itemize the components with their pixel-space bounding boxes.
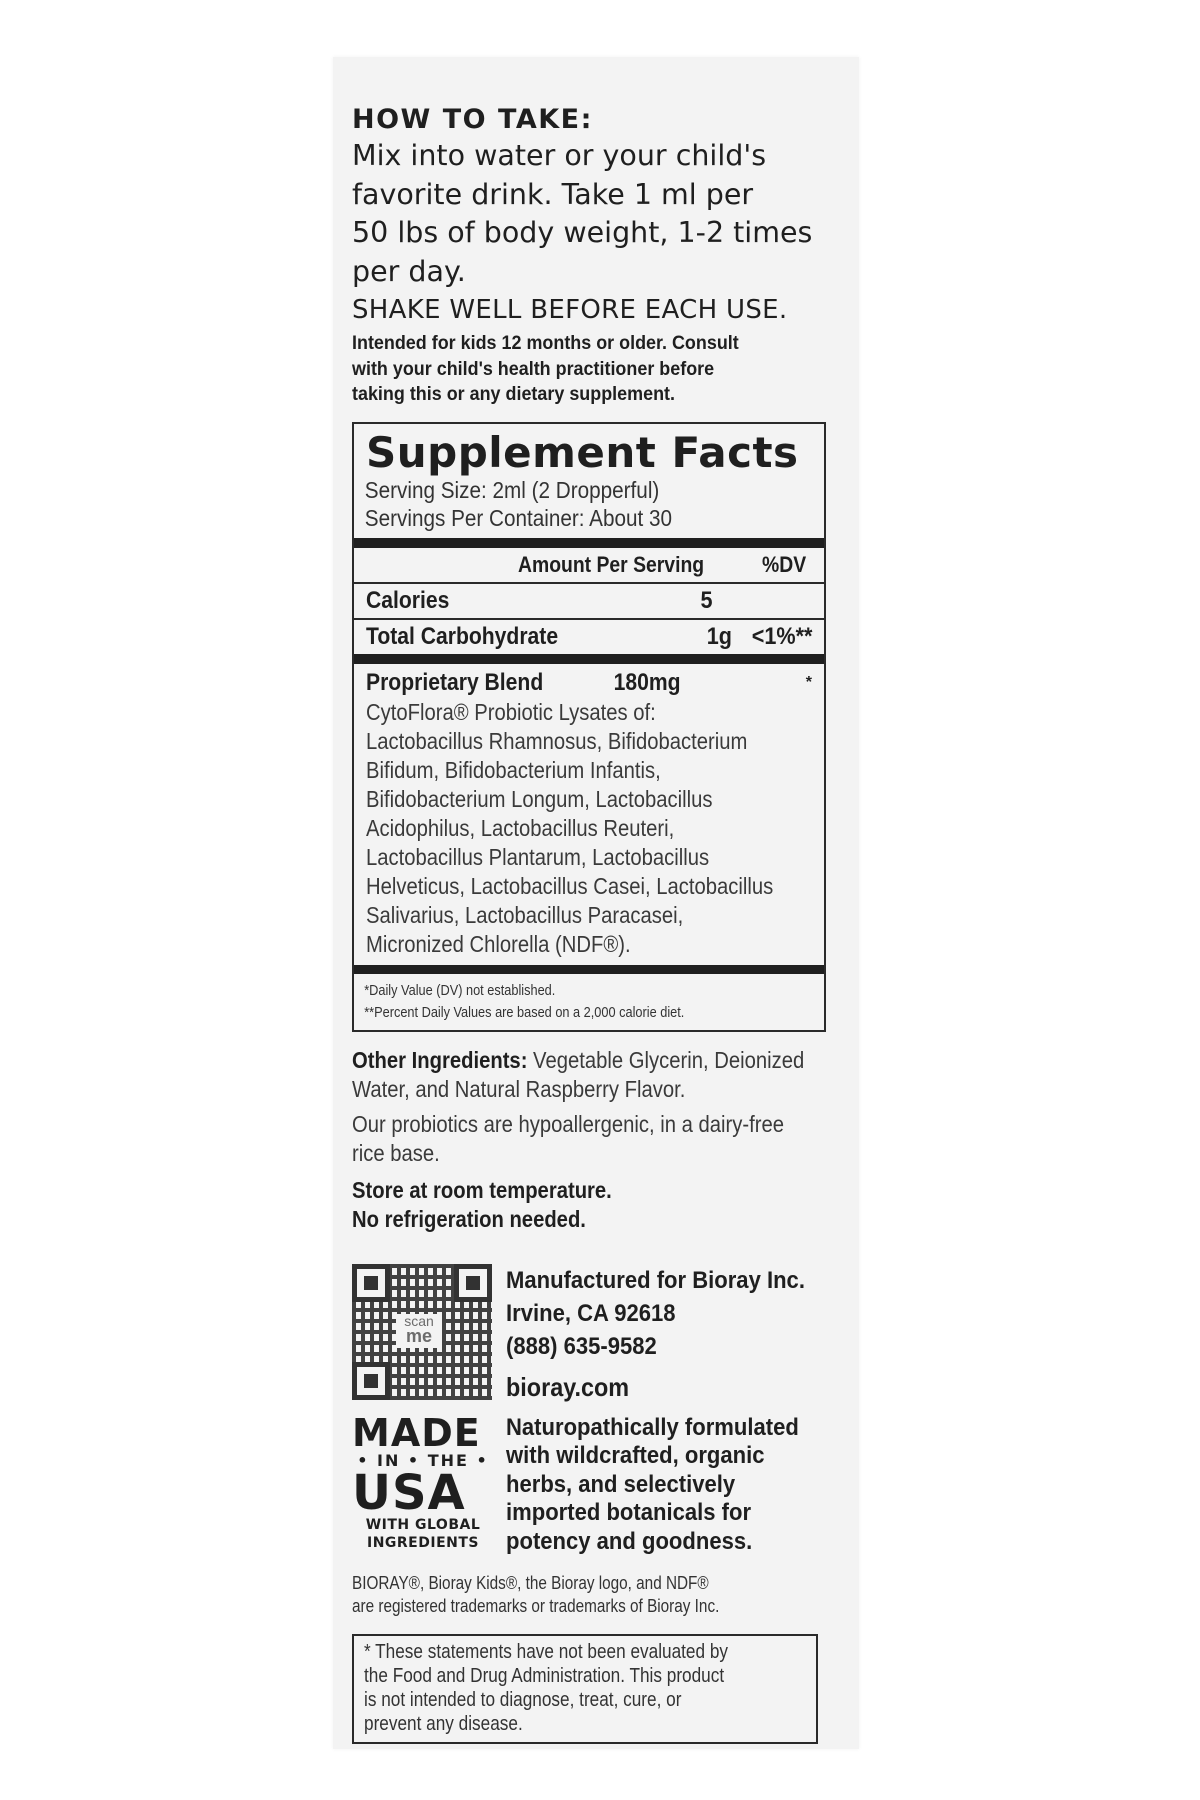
blend-ingredient-line: Bifidum, Bifidobacterium Infantis, [366,756,661,783]
dv-header: %DV [761,551,806,577]
footnote-line: **Percent Daily Values are based on a 2,000 calorie diet. [364,1003,685,1021]
serving-size: Serving Size: 2ml (2 Dropperful) [364,476,660,503]
manufacturer-line: Manufactured for Bioray Inc. [506,1266,805,1294]
amount-header: Amount Per Serving [518,551,705,577]
thick-divider [354,538,824,548]
how-to-take-line: Mix into water or your child's [352,139,767,172]
manufacturer-phone: (888) 635-9582 [506,1332,657,1360]
label-content [352,103,840,1744]
nutrient-name: Calories [366,586,450,614]
facts-footnotes [354,974,846,1030]
naturopathic-line: imported botanicals for [506,1499,752,1526]
trademark-notice [352,1572,841,1618]
made-in-usa-section [352,1410,840,1557]
naturopathic-line: potency and goodness. [506,1527,753,1555]
shake-warning: SHAKE WELL BEFORE EACH USE. [352,295,788,325]
table-header-row [354,548,824,584]
intended-line: with your child's health practitioner before [352,357,715,380]
supplement-facts-title: Supplement Facts [366,427,799,477]
blend-ingredient-line: Micronized Chlorella (NDF®). [366,930,631,957]
qr-code[interactable] [352,1264,492,1400]
probiotics-line: rice base. [352,1139,440,1166]
storage-line: No refrigeration needed. [352,1205,586,1232]
thick-divider [354,654,824,664]
nutrient-name: Total Carbohydrate [366,622,559,650]
fda-line: the Food and Drug Administration. This product [364,1665,725,1687]
nutrient-amount: 1g [706,622,732,650]
probiotics-note [352,1110,842,1168]
blend-ingredient-line: Bifidobacterium Longum, Lactobacillus [366,785,713,812]
other-ingredients-text: Water, and Natural Raspberry Flavor. [352,1075,686,1102]
how-to-take-line: favorite drink. Take 1 ml per [352,177,754,211]
other-ingredients-label: Other Ingredients: [352,1046,528,1073]
blend-ingredient-line: Helveticus, Lactobacillus Casei, Lactobacillus [366,872,774,899]
blend-header [366,668,812,698]
fda-line: * These statements have not been evaluated by [364,1641,729,1663]
thick-divider [354,965,824,974]
blend-ingredient-line: CytoFlora® Probiotic Lysates of: [366,698,656,725]
footnote-line: *Daily Value (DV) not established. [364,981,556,999]
naturopathic-statement [506,1414,831,1557]
qr-finder [454,1264,492,1302]
how-to-take-line: per day. [352,254,466,288]
storage-line: Store at room temperature. [352,1176,612,1203]
naturopathic-line: Naturopathically formulated [506,1413,799,1441]
servings-per-container: Servings Per Container: About 30 [364,504,673,531]
other-ingredients-text: Vegetable Glycerin, Deionized [527,1046,805,1073]
blend-dv: * [805,673,812,691]
fda-line: prevent any disease. [364,1713,523,1735]
intended-line: Intended for kids 12 months or older. Consult [352,332,739,354]
qr-finder [352,1362,390,1400]
naturopathic-line: herbs, and selectively [506,1470,736,1498]
blend-ingredient-line: Acidophilus, Lactobacillus Reuteri, [366,814,675,841]
how-to-take-heading: HOW TO TAKE: [352,104,593,135]
blend-ingredient-line: Lactobacillus Plantarum, Lactobacillus [366,843,710,870]
qr-scan-text: scan [404,1312,434,1329]
intended-line: taking this or any dietary supplement. [352,383,675,405]
how-to-take-line: 50 lbs of body weight, 1-2 times [352,216,813,249]
made-text: MADE [352,1410,481,1455]
fda-disclaimer-box [352,1634,818,1744]
nutrient-amount: 5 [700,586,713,614]
in-the-text: • IN • THE • [357,1450,489,1470]
made-in-usa-logo [352,1410,494,1557]
supplement-facts-table [352,422,826,1032]
naturopathic-line: with wildcrafted, organic [506,1442,765,1469]
contact-section [352,1264,840,1404]
global-text: WITH GLOBAL [365,1516,481,1533]
nutrient-dv: <1%** [751,622,812,650]
qr-finder [352,1264,390,1302]
blend-name: Proprietary Blend [366,668,544,696]
intended-use-note [352,331,840,408]
blend-ingredient-line: Lactobacillus Rhamnosus, Bifidobacterium [366,727,748,754]
ingredients-text: INGREDIENTS [366,1534,479,1551]
probiotics-line: Our probiotics are hypoallergenic, in a dairy-free [352,1110,784,1137]
trademark-line: are registered trademarks or trademarks of Bioray Inc. [352,1596,720,1616]
trademark-line: BIORAY®, Bioray Kids®, the Bioray logo, and NDF® [352,1573,709,1593]
blend-ingredient-line: Salivarius, Lactobacillus Paracasei, [366,901,684,928]
table-row [354,584,824,620]
proprietary-blend [354,664,824,965]
storage-instructions [352,1176,842,1234]
manufacturer-city: Irvine, CA 92618 [506,1299,676,1327]
qr-scan-me-label [396,1314,442,1348]
qr-me-text: me [405,1325,432,1346]
blend-amount: 180mg [613,668,681,696]
fda-line: is not intended to diagnose, treat, cure, or [364,1689,682,1711]
product-label-panel [333,57,859,1749]
table-row [354,620,824,654]
manufacturer-address [506,1264,838,1404]
other-ingredients [352,1046,842,1104]
manufacturer-website[interactable]: bioray.com [506,1371,630,1402]
usa-text: USA [352,1464,466,1521]
